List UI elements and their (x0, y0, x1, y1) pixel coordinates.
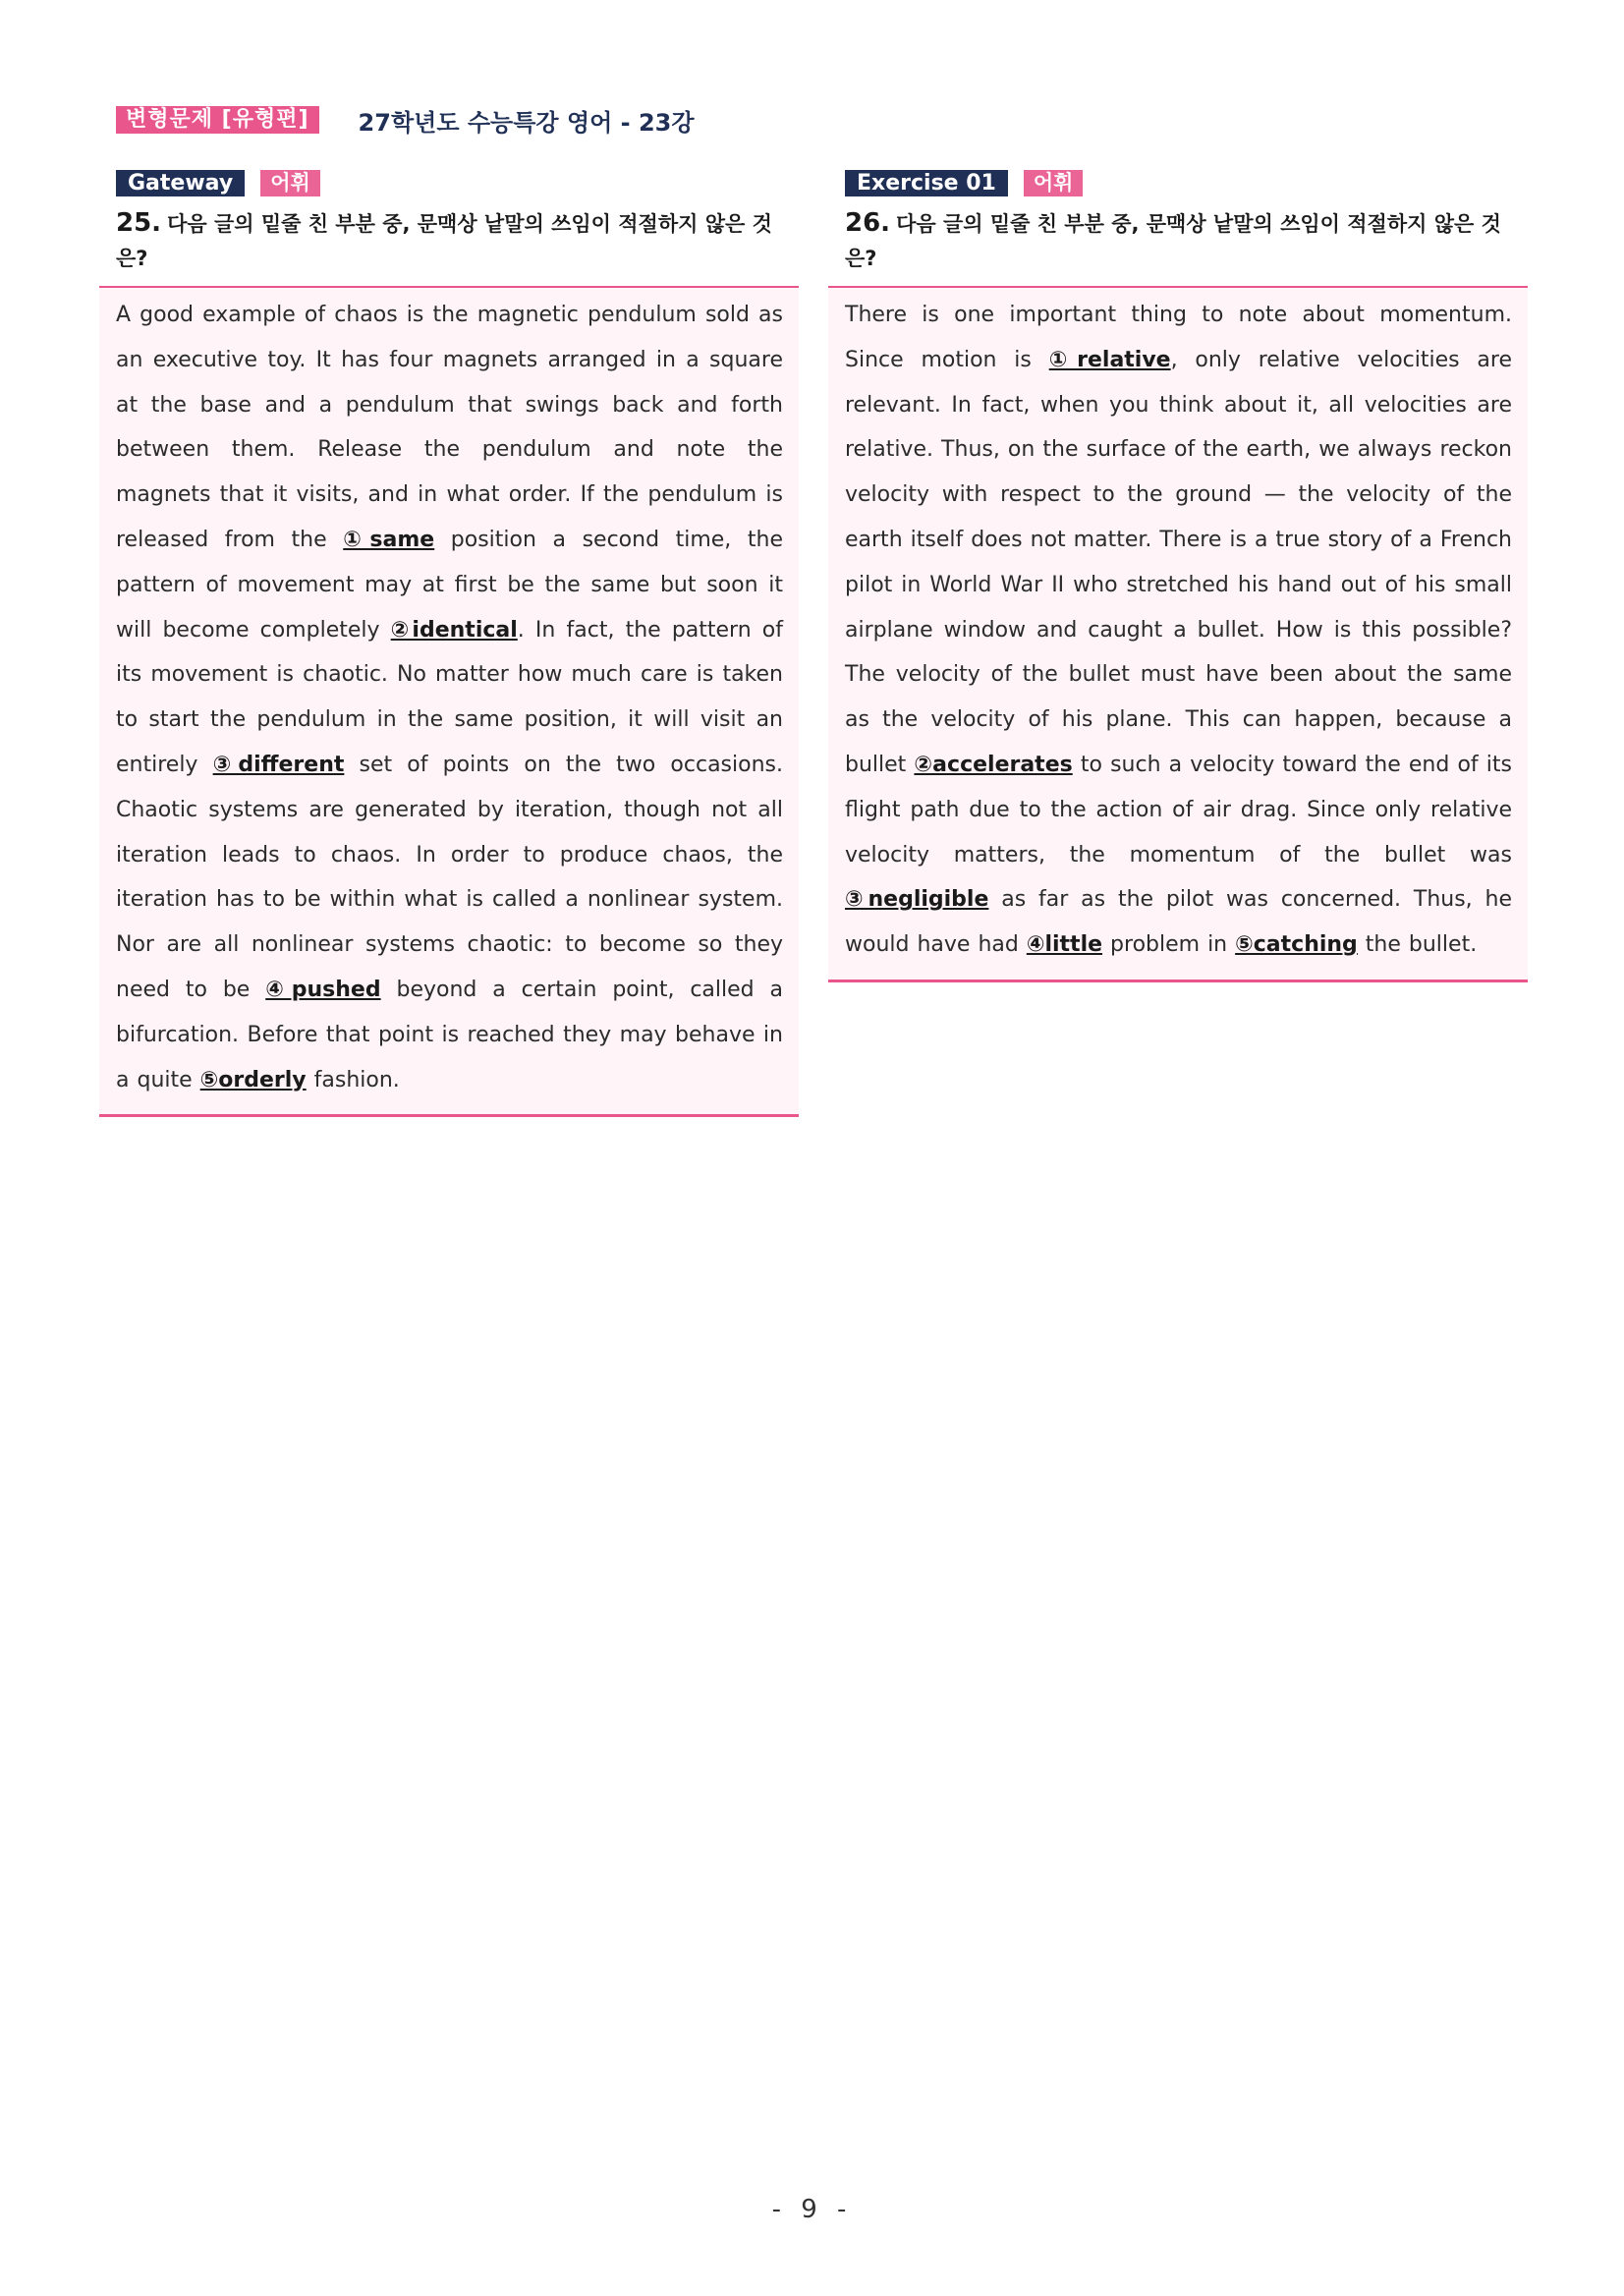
question-prompt (99, 206, 799, 276)
passage-box (99, 286, 799, 1117)
section-tag: Gateway (116, 170, 245, 196)
question-text: 다음 글의 밑줄 친 부분 중, 문맥상 낱말의 쓰임이 적절하지 않은 것은? (116, 212, 772, 270)
passage-segment: fashion. (306, 1067, 400, 1092)
underlined-word: ③negligible (845, 887, 989, 913)
header-title: 27학년도 수능특강 영어 - 23강 (358, 108, 695, 137)
page-header (116, 104, 695, 136)
underlined-word: ④little (1026, 932, 1103, 958)
passage-text (116, 293, 783, 1102)
question-number: 25. (116, 208, 162, 238)
question-text: 다음 글의 밑줄 친 부분 중, 문맥상 낱말의 쓰임이 적절하지 않은 것은? (845, 212, 1501, 270)
section-tag: Exercise 01 (845, 170, 1008, 196)
question-25 (99, 169, 799, 1117)
underlined-word: ⑤catching (1235, 932, 1358, 958)
passage-segment: position a second time, the pattern of movement may at first be the same but soon it will become completely (116, 527, 783, 643)
type-tag: 어휘 (260, 170, 320, 196)
underlined-word: ②identical (390, 617, 518, 643)
passage-segment: beyond a certain point, called a bifurcation. Before that point is reached they may behave in a quite (116, 977, 783, 1092)
passage-segment: set of points on the two occasions. Chaotic systems are generated by iteration, though not all iteration leads to chaos. In order to produce chaos, the iteration has to be within what is called a nonlinear system. Nor are all nonlinear systems chaotic: to become so they need to be (116, 752, 783, 1002)
question-number: 26. (845, 208, 891, 238)
question-tags (99, 169, 799, 196)
passage-segment: problem in (1102, 932, 1236, 958)
underlined-word: ①relative (1048, 347, 1171, 372)
type-tag: 어휘 (1024, 170, 1084, 196)
question-tags (828, 169, 1528, 196)
header-tag: 변형문제 [유형편] (116, 106, 319, 134)
underlined-word: ⑤orderly (199, 1067, 307, 1092)
underlined-word: ②accelerates (914, 752, 1073, 777)
passage-segment: . In fact, the pattern of its movement is chaotic. No matter how much care is taken to start the pendulum in the same position, it will visit an entirely (116, 617, 783, 777)
page-number: - 9 - (771, 2195, 853, 2224)
passage-segment: , only relative velocities are relevant. In fact, when you think about it, all velocities are relative. Thus, on the surface of the earth, we always reckon velocity with respect to the ground — the velocity of the earth itself does not matter. There is a true story of a French pilot in World War II who stretched his hand out of his small airplane window and caught a bullet. How is this possible? The velocity of the bullet must have been about the same as the velocity of his plane. This can happen, because a bullet (845, 347, 1512, 777)
passage-segment: to such a velocity toward the end of its flight path due to the action of air drag. Since only relative velocity matters, the momentum of the bullet was (845, 752, 1512, 868)
passage-text (845, 293, 1512, 968)
underlined-word: ③different (212, 752, 345, 777)
underlined-word: ④pushed (265, 977, 381, 1002)
passage-segment: the bullet. (1357, 932, 1478, 958)
underlined-word: ①same (343, 527, 435, 552)
passage-box (828, 286, 1528, 982)
passage-segment: There is one important thing to note about momentum. Since motion is (845, 303, 1512, 372)
passage-segment: as far as the pilot was concerned. Thus, he would have had (845, 887, 1512, 958)
question-prompt (828, 206, 1528, 276)
question-26 (828, 169, 1528, 982)
passage-segment: A good example of chaos is the magnetic pendulum sold as an executive toy. It has four magnets arranged in a square at the base and a pendulum that swings back and forth between them. Release the pendulum and note the magnets that it visits, and in what order. If the pendulum is released from the (116, 303, 783, 552)
